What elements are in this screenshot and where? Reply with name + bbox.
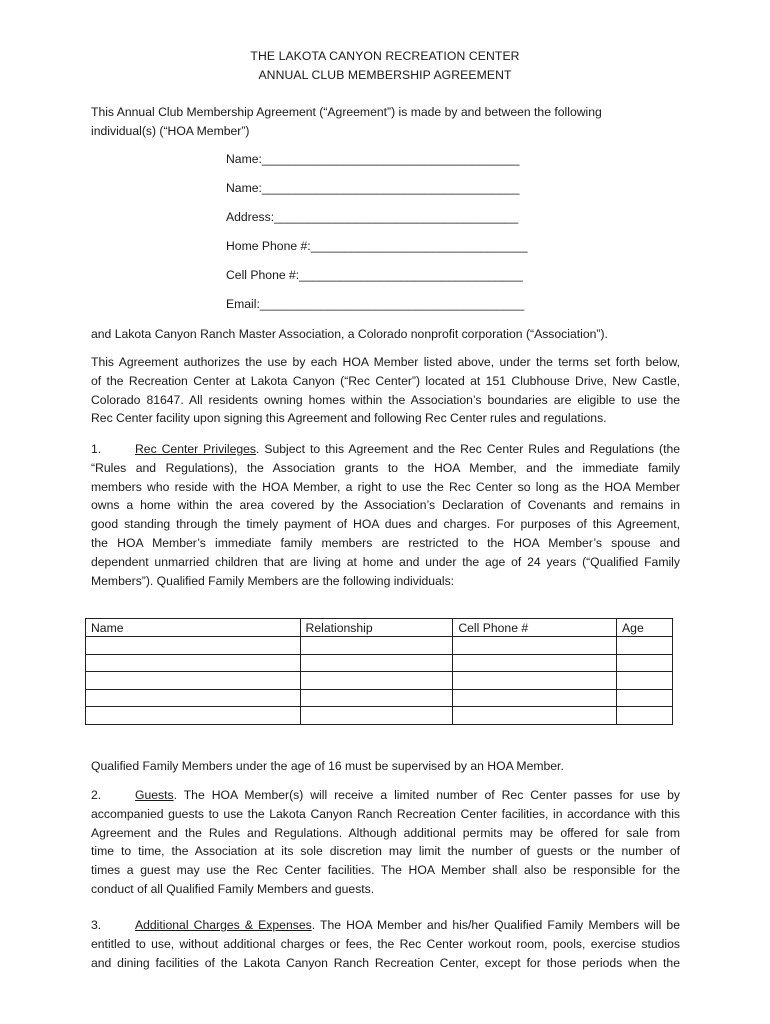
section-1-first-line-text: . Subject to this Agreement and the Rec Center Rules and Regulations (the xyxy=(256,442,681,456)
association-line: and Lakota Canyon Ranch Master Association, a Colorado nonprofit corporation (“Association”). xyxy=(91,327,608,341)
section-1-line: good standing through the timely payment of HOA dues and charges. For purposes of this Agreement, xyxy=(91,517,680,532)
column-header-cell-phone: Cell Phone # xyxy=(453,619,617,637)
intro-paragraph xyxy=(91,103,680,141)
cell-phone-cell[interactable] xyxy=(453,707,617,725)
relationship-cell[interactable] xyxy=(300,707,453,725)
authorization-line: This Agreement authorizes the use by each HOA Member listed above, under the terms set forth below, xyxy=(91,355,680,369)
relationship-cell[interactable] xyxy=(300,637,453,655)
section-2-paragraph xyxy=(91,786,680,899)
home-phone-field[interactable]: Home Phone #:________________________________ xyxy=(226,239,528,253)
section-1-line: dependent unmarried children that are living at home and under the age of 24 years (“Qualified Family xyxy=(91,554,680,569)
section-1-line: members who reside with the HOA Member, a right to use the Rec Center so long as the HOA Member xyxy=(91,479,680,494)
email-field[interactable]: Email:_______________________________________ xyxy=(226,297,525,311)
section-2-first-line-text: . The HOA Member(s) will receive a limited number of Rec Center passes for use by xyxy=(173,788,680,802)
authorization-line: Rec Center facility upon signing this Agreement and following Rec Center rules and regulations. xyxy=(91,411,607,426)
intro-line: This Annual Club Membership Agreement (“Agreement”) is made by and between the following xyxy=(91,105,602,119)
section-2-number: 2. xyxy=(91,788,102,802)
column-header-age: Age xyxy=(617,619,673,637)
table-row xyxy=(86,707,673,725)
section-1-heading: Rec Center Privileges xyxy=(135,442,257,456)
authorization-line: of the Recreation Center at Lakota Canyon (“Rec Center”) located at 151 Clubhouse Drive, New Castle, xyxy=(91,373,680,388)
table-row xyxy=(86,654,673,672)
name-cell[interactable] xyxy=(86,689,301,707)
table-row xyxy=(86,672,673,690)
section-3-first-line xyxy=(91,916,680,935)
section-3-line: entitled to use, without additional charges or fees, the Rec Center workout room, pools, exercise studios xyxy=(91,936,680,951)
section-2-line: Agreement and the Rules and Regulations. Although additional permits may be offered for sale from xyxy=(91,825,680,840)
table-row xyxy=(86,637,673,655)
authorization-line: Colorado 81647. All residents owning homes within the Association’s boundaries are eligible to use the xyxy=(91,392,680,407)
section-1-line: owns a home within the area covered by the Association’s Declaration of Covenants and remains in xyxy=(91,498,680,513)
section-3-first-line-text: . The HOA Member and his/her Qualified Family Members will be xyxy=(311,918,680,932)
age-cell[interactable] xyxy=(617,637,673,655)
relationship-cell[interactable] xyxy=(300,654,453,672)
age-cell[interactable] xyxy=(617,654,673,672)
document-title-line-2: ANNUAL CLUB MEMBERSHIP AGREEMENT xyxy=(258,68,512,82)
name-field-2[interactable]: Name:______________________________________ xyxy=(226,181,520,195)
cell-phone-cell[interactable] xyxy=(453,672,617,690)
age-cell[interactable] xyxy=(617,707,673,725)
document-title-line-1: THE LAKOTA CANYON RECREATION CENTER xyxy=(250,49,520,63)
section-1-line: “Rules and Regulations), the Association grants to the HOA Member, and the immediate family xyxy=(91,460,680,475)
cell-phone-cell[interactable] xyxy=(453,654,617,672)
cell-phone-cell[interactable] xyxy=(453,637,617,655)
column-header-name: Name xyxy=(86,619,301,637)
address-field[interactable]: Address:____________________________________ xyxy=(226,210,519,224)
age-cell[interactable] xyxy=(617,689,673,707)
name-cell[interactable] xyxy=(86,637,301,655)
cell-phone-cell[interactable] xyxy=(453,689,617,707)
section-1-paragraph xyxy=(91,440,680,590)
section-1-number: 1. xyxy=(91,442,102,456)
section-2-line: conduct of all Qualified Family Members and guests. xyxy=(91,881,375,896)
section-3-number: 3. xyxy=(91,918,102,932)
section-3-heading: Additional Charges & Expenses xyxy=(135,918,312,932)
cell-phone-field[interactable]: Cell Phone #:_________________________________ xyxy=(226,268,523,282)
relationship-cell[interactable] xyxy=(300,689,453,707)
section-2-line: time to time, the Association at its sole discretion may limit the number of guests or the number of xyxy=(91,844,680,859)
section-1-first-line xyxy=(91,440,680,459)
section-2-first-line xyxy=(91,786,680,805)
name-cell[interactable] xyxy=(86,654,301,672)
name-cell[interactable] xyxy=(86,707,301,725)
age-cell[interactable] xyxy=(617,672,673,690)
supervision-note: Qualified Family Members under the age of 16 must be supervised by an HOA Member. xyxy=(91,759,564,773)
table-row xyxy=(86,689,673,707)
section-1-line: the HOA Member’s immediate family members are restricted to the HOA Member’s spouse and xyxy=(91,535,680,550)
intro-line: individual(s) (“HOA Member”) xyxy=(91,123,250,138)
section-2-line: accompanied guests to use the Lakota Canyon Ranch Recreation Center facilities, in accordance with this xyxy=(91,806,680,821)
column-header-relationship: Relationship xyxy=(300,619,453,637)
section-2-heading: Guests xyxy=(135,788,174,802)
table-header-row xyxy=(86,619,673,637)
section-3-line: and dining facilities of the Lakota Canyon Ranch Recreation Center, except for those periods when the xyxy=(91,955,680,970)
authorization-paragraph xyxy=(91,353,680,428)
section-1-line: Members”). Qualified Family Members are the following individuals: xyxy=(91,573,455,588)
section-2-line: times a guest may use the Rec Center facilities. The HOA Member shall also be responsible for the xyxy=(91,863,680,878)
qualified-family-members-table xyxy=(85,618,673,725)
name-cell[interactable] xyxy=(86,672,301,690)
name-field-1[interactable]: Name:______________________________________ xyxy=(226,152,520,166)
section-3-paragraph xyxy=(91,916,680,972)
relationship-cell[interactable] xyxy=(300,672,453,690)
